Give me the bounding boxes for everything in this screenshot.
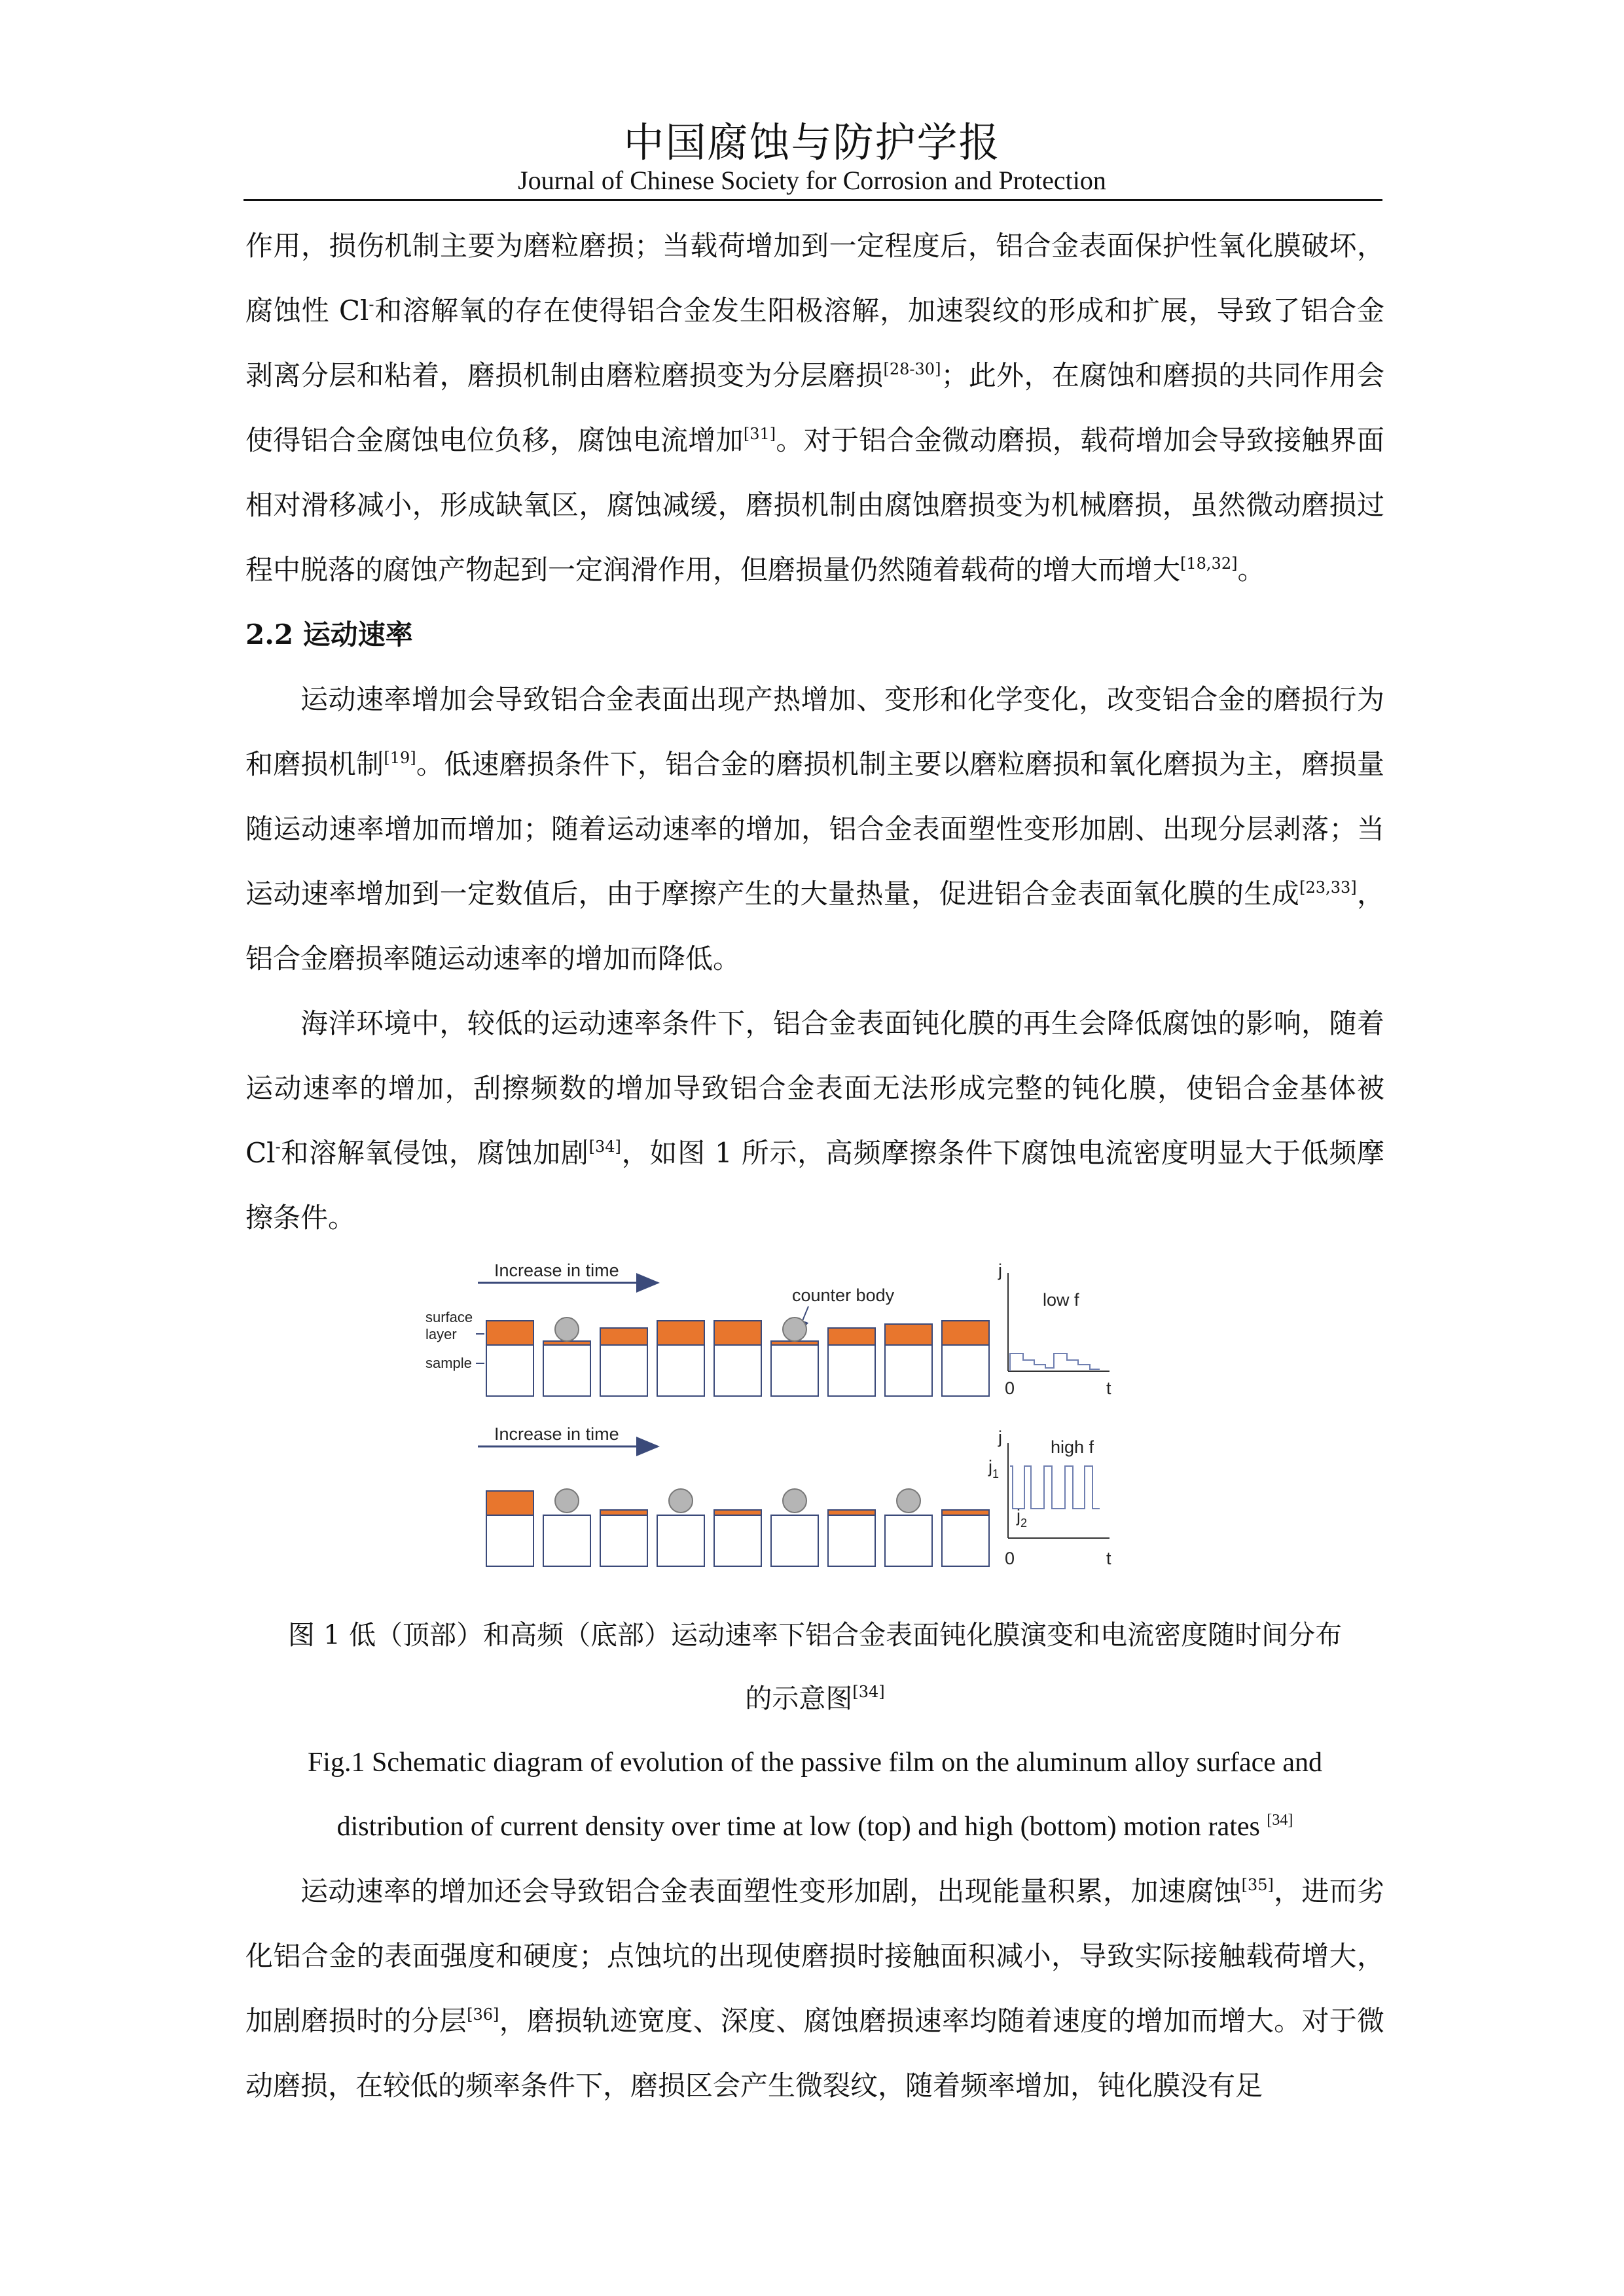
top-row-sequence bbox=[486, 1318, 989, 1396]
sample-block bbox=[600, 1345, 647, 1396]
citation: [18,32] bbox=[1180, 554, 1238, 573]
citation: [35] bbox=[1241, 1876, 1274, 1894]
sample-block bbox=[486, 1345, 533, 1396]
plot-low-current-curve bbox=[1010, 1354, 1100, 1371]
surface-film bbox=[600, 1510, 647, 1515]
plot-low-title: low f bbox=[1043, 1290, 1079, 1310]
sample-block bbox=[771, 1345, 818, 1396]
sample-block bbox=[942, 1515, 989, 1566]
bottom-row-sequence bbox=[486, 1489, 989, 1566]
surface-film bbox=[942, 1321, 989, 1345]
sample-block bbox=[543, 1515, 590, 1566]
time-arrow-bottom-label: Increase in time bbox=[494, 1424, 619, 1444]
citation: [34] bbox=[852, 1683, 885, 1701]
sample-block bbox=[543, 1345, 590, 1396]
paragraph-3: 海洋环境中，较低的运动速率条件下，铝合金表面钝化膜的再生会降低腐蚀的影响，随着运动速率的增加，刮擦频数的增加导致铝合金表面无法形成完整的钝化膜，使铝合金基体被 Cl-和溶解氧侵蚀，腐蚀加剧[34]，如图 1 所示，高频摩擦条件下腐蚀电流密度明显大于低频摩擦条件。 bbox=[245, 1007, 1384, 1234]
citation: [36] bbox=[467, 2005, 499, 2024]
sample-block bbox=[657, 1515, 704, 1566]
figure-1-diagram bbox=[245, 1257, 1384, 1604]
time-arrow-top-label: Increase in time bbox=[494, 1261, 619, 1280]
sample-label: sample bbox=[425, 1355, 472, 1371]
journal-title-cn: 中国腐蚀与防护学报 bbox=[623, 118, 1001, 166]
paragraph-2: 运动速率增加会导致铝合金表面出现产热增加、变形和化学变化，改变铝合金的磨损行为和磨损机制[19]。低速磨损条件下，铝合金的磨损机制主要以磨粒磨损和氧化磨损为主，磨损量随运动速率增加而增加；随着运动速率的增加，铝合金表面塑性变形加剧、出现分层剥落；当运动速率增加到一定数值后，由于摩擦产生的大量热量，促进铝合金表面氧化膜的生成[23,33]，铝合金磨损率随运动速率的增加而降低。 bbox=[245, 683, 1384, 975]
sample-block bbox=[486, 1515, 533, 1566]
counter-body-ball bbox=[897, 1489, 920, 1513]
sample-block bbox=[828, 1345, 875, 1396]
section-heading: 2.2 运动速率 bbox=[245, 619, 413, 651]
journal-title-en: Journal of Chinese Society for Corrosion and Protection bbox=[518, 166, 1106, 195]
sample-block bbox=[657, 1345, 704, 1396]
plot-high-origin: 0 bbox=[1005, 1549, 1015, 1568]
sample-block bbox=[714, 1345, 761, 1396]
citation: [34] bbox=[1267, 1812, 1293, 1829]
surface-film bbox=[486, 1491, 533, 1515]
sample-block bbox=[828, 1515, 875, 1566]
counter-body-ball bbox=[555, 1489, 579, 1513]
counter-body-ball bbox=[783, 1318, 806, 1341]
surface-film bbox=[657, 1321, 704, 1345]
counter-body-label: counter body bbox=[792, 1285, 895, 1305]
paragraph-1: 作用，损伤机制主要为磨粒磨损；当载荷增加到一定程度后，铝合金表面保护性氧化膜破坏，腐蚀性 Cl-和溶解氧的存在使得铝合金发生阳极溶解，加速裂纹的形成和扩展，导致了铝合金剥离分层和粘着，磨损机制由磨粒磨损变为分层磨损[28-30]；此外，在腐蚀和磨损的共同作用会使得铝合金腐蚀电位负移，腐蚀电流增加[31]。对于铝合金微动磨损，载荷增加会导致接触界面相对滑移减小，形成缺氧区，腐蚀减缓，磨损机制由腐蚀磨损变为机械磨损，虽然微动磨损过程中脱落的腐蚀产物起到一定润滑作用，但磨损量仍然随着载荷的增大而增大[18,32]。 bbox=[245, 230, 1384, 586]
figure-1 bbox=[245, 1257, 1384, 1604]
citation: [23,33] bbox=[1299, 878, 1357, 897]
citation: [34] bbox=[588, 1138, 621, 1156]
counter-body-ball bbox=[555, 1318, 579, 1341]
surface-film bbox=[942, 1510, 989, 1515]
paragraph-4: 运动速率的增加还会导致铝合金表面塑性变形加剧，出现能量积累，加速腐蚀[35]，进而劣化铝合金的表面强度和硬度；点蚀坑的出现使磨损时接触面积减小，导致实际接触载荷增大，加剧磨损时的分层[36]，磨损轨迹宽度、深度、腐蚀磨损速率均随着速度的增加而增大。对于微动磨损，在较低的频率条件下，磨损区会产生微裂纹，随着频率增加，钝化膜没有足 bbox=[245, 1875, 1384, 2102]
plot-high-current-curve bbox=[1010, 1466, 1100, 1509]
header-rule bbox=[244, 199, 1382, 201]
sample-block bbox=[600, 1515, 647, 1566]
surface-film bbox=[600, 1328, 647, 1345]
plot-low-y-label: j bbox=[998, 1261, 1002, 1280]
surface-layer-label-1: surface bbox=[425, 1309, 473, 1325]
sample-block bbox=[942, 1345, 989, 1396]
sample-block bbox=[885, 1345, 932, 1396]
surface-film bbox=[714, 1321, 761, 1345]
citation: [31] bbox=[743, 425, 776, 443]
citation: [19] bbox=[384, 749, 416, 767]
plot-low-frequency bbox=[998, 1261, 1111, 1398]
citation: [28-30] bbox=[883, 360, 941, 378]
counter-body-ball bbox=[669, 1489, 693, 1513]
page-body bbox=[245, 213, 1384, 2118]
sample-block bbox=[885, 1515, 932, 1566]
figure-caption-cn-line1: 图 1 低（顶部）和高频（底部）运动速率下铝合金表面钝化膜演变和电流密度随时间分布 bbox=[287, 1619, 1343, 1651]
surface-film bbox=[885, 1324, 932, 1345]
figure-caption-cn-line2: 的示意图[34] bbox=[745, 1683, 885, 1714]
plot-high-j2: $j_2$ bbox=[1017, 1506, 1028, 1530]
plot-high-frequency bbox=[988, 1427, 1111, 1568]
figure-caption-en-line2: distribution of current density over time at low (top) and high (bottom) motion rates [34] bbox=[336, 1812, 1293, 1842]
counter-body-ball bbox=[783, 1489, 806, 1513]
plot-low-origin: 0 bbox=[1005, 1378, 1015, 1398]
figure-caption-en-line1: Fig.1 Schematic diagram of evolution of the passive film on the aluminum alloy surface and bbox=[307, 1748, 1323, 1778]
surface-film bbox=[486, 1321, 533, 1345]
surface-film bbox=[828, 1510, 875, 1515]
plot-high-x-label: t bbox=[1106, 1549, 1111, 1568]
surface-film bbox=[828, 1328, 875, 1345]
surface-film bbox=[714, 1510, 761, 1515]
sample-block bbox=[771, 1515, 818, 1566]
plot-high-y-label: j bbox=[998, 1427, 1002, 1447]
sample-block bbox=[714, 1515, 761, 1566]
plot-low-x-label: t bbox=[1106, 1378, 1111, 1398]
plot-high-j1: $j_1$ bbox=[988, 1457, 1000, 1480]
plot-high-title: high f bbox=[1051, 1437, 1094, 1457]
surface-layer-label-2: layer bbox=[425, 1326, 457, 1342]
